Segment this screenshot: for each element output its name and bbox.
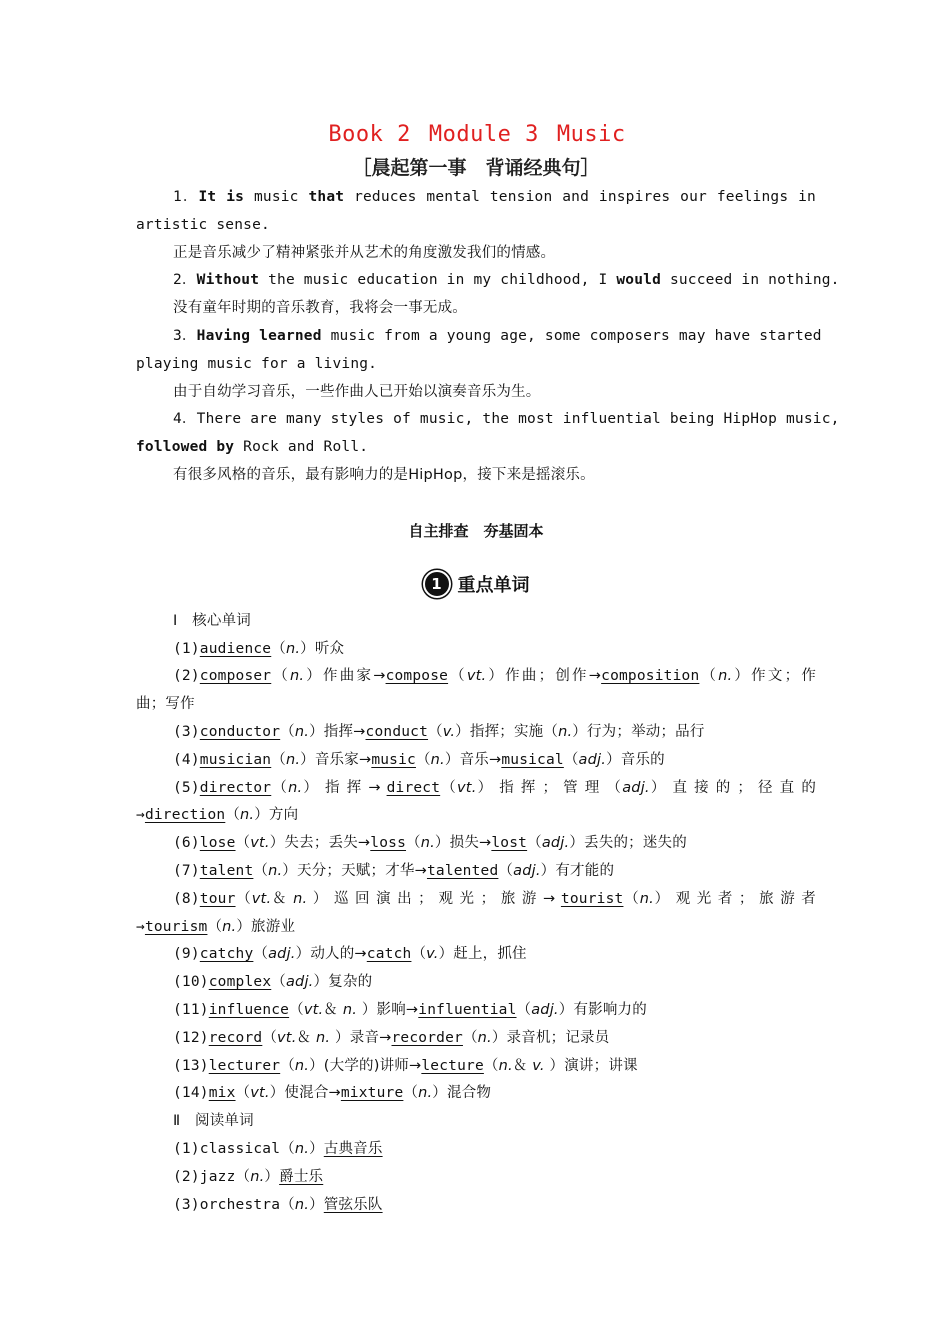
- sentence-text: music: [244, 189, 309, 205]
- sentence-en-continued: playing music for a living.: [136, 355, 378, 372]
- vocab-item: (14)mix（vt.）使混合→mixture（n.）混合物: [173, 1085, 492, 1102]
- document-page: [136, 118, 840, 1219]
- sentence-en: [136, 267, 840, 295]
- vocab-item: (3)orchestra（n.）管弦乐队: [173, 1196, 383, 1213]
- vocab-item-continued: →tourism（n.）旅游业: [136, 918, 296, 935]
- title-module: Module 3: [428, 122, 539, 147]
- key-words-heading: [136, 564, 816, 604]
- number-badge-icon: 1: [423, 570, 451, 598]
- sentence-translation: 由于自幼学习音乐，一些作曲人已开始以演奏音乐为生。: [173, 383, 541, 400]
- vocab-item-continued: →direction（n.）方向: [136, 807, 299, 824]
- sentence-text: music from a young age, some composers may have started: [321, 327, 822, 344]
- vocab-item: (4)musician（n.）音乐家→music（n.）音乐→musical（adj.）音乐的: [173, 751, 665, 768]
- title-book: Book 2: [328, 122, 411, 147]
- sentence-number: 4．: [173, 411, 197, 428]
- vocab-item: (3)conductor（n.）指挥→conduct（v.）指挥；实施（n.）行为；举动；品行: [173, 723, 705, 740]
- sentence-text: Rock and Roll.: [234, 439, 369, 456]
- sentence-translation: 没有童年时期的音乐教育，我将会一事无成。: [173, 300, 467, 317]
- sentence-number: 3．: [173, 327, 197, 344]
- page-title: [138, 118, 816, 152]
- vocab-item: (13)lecturer（n.）(大学的)讲师→lecture（n.＆ v. ）演讲；讲课: [173, 1057, 638, 1074]
- sentence-text: the music education in my childhood, I: [259, 272, 617, 289]
- sentence-en: [136, 406, 840, 434]
- key-phrase: Without: [196, 272, 260, 289]
- page-subtitle: ［晨起第一事 背诵经典句］: [352, 157, 600, 179]
- vocab-item: (1)audience（n.）听众: [173, 640, 345, 657]
- key-phrase: followed by: [136, 439, 235, 456]
- sentence-en-continued: artistic sense.: [136, 216, 270, 233]
- vocab-item: (11)influence（vt.＆ n. ）影响→influential（adj.）有影响力的: [173, 1001, 647, 1018]
- sentence-en: [136, 184, 816, 212]
- key-phrase: Having learned: [196, 327, 322, 344]
- vocab-item: (12)record（vt.＆ n. ）录音→recorder（n.）录音机；记录员: [173, 1029, 610, 1046]
- sentence-text: There are many styles of music, the most influential being HipHop music,: [196, 411, 840, 428]
- sentence-text: reduces mental tension and inspires our feelings in: [344, 189, 816, 205]
- title-topic: Music: [556, 122, 626, 147]
- core-words-heading: Ⅰ 核心单词: [173, 612, 251, 629]
- sentence-list: [136, 184, 840, 490]
- sentence-number: 1．: [173, 189, 199, 205]
- section-heading: 自主排查 夯基固本: [408, 521, 544, 540]
- sentence-text: succeed in nothing.: [661, 272, 840, 289]
- vocab-item: (5)director（n.） 指 挥 → direct（vt.） 指 挥 ； 管 理 （adj.） 直 接 的 ； 径 直 的: [173, 779, 817, 796]
- sentence-en-continued: [136, 434, 816, 462]
- vocab-item: (6)lose（vt.）失去；丢失→loss（n.）损失→lost（adj.）丢失的；迷失的: [173, 835, 687, 852]
- vocab-item: (7)talent（n.）天分；天赋；才华→talented（adj.）有才能的: [173, 862, 615, 879]
- sentence-en: [136, 323, 822, 351]
- sentence-translation: 正是音乐减少了精神紧张并从艺术的角度激发我们的情感。: [173, 244, 556, 261]
- vocab-item-continued: 曲；写作: [136, 696, 195, 713]
- vocab-item: (2)jazz（n.）爵士乐: [173, 1168, 324, 1185]
- sentence-translation: 有很多风格的音乐，最有影响力的是HipHop，接下来是摇滚乐。: [173, 466, 595, 483]
- key-phrase: that: [308, 189, 345, 205]
- reading-words-heading: Ⅱ 阅读单词: [173, 1113, 254, 1130]
- key-phrase: would: [616, 272, 662, 289]
- key-phrase: It is: [198, 189, 245, 205]
- sentence-number: 2．: [173, 272, 197, 289]
- vocab-item: (8)tour（vt.＆ n. ） 巡 回 演 出 ； 观 光 ； 旅 游 → tourist（n.） 观 光 者 ； 旅 游 者: [173, 890, 816, 907]
- vocab-item: (1)classical（n.）古典音乐: [173, 1140, 383, 1157]
- vocab-item: (2)composer（n.）作曲家→compose（vt.）作曲；创作→composition（n.）作文；作: [173, 668, 817, 685]
- key-words-title: 重点单词: [457, 574, 530, 596]
- vocab-item: (9)catchy（adj.）动人的→catch（v.）赶上，抓住: [173, 946, 527, 963]
- vocab-item: (10)complex（adj.）复杂的: [173, 974, 373, 991]
